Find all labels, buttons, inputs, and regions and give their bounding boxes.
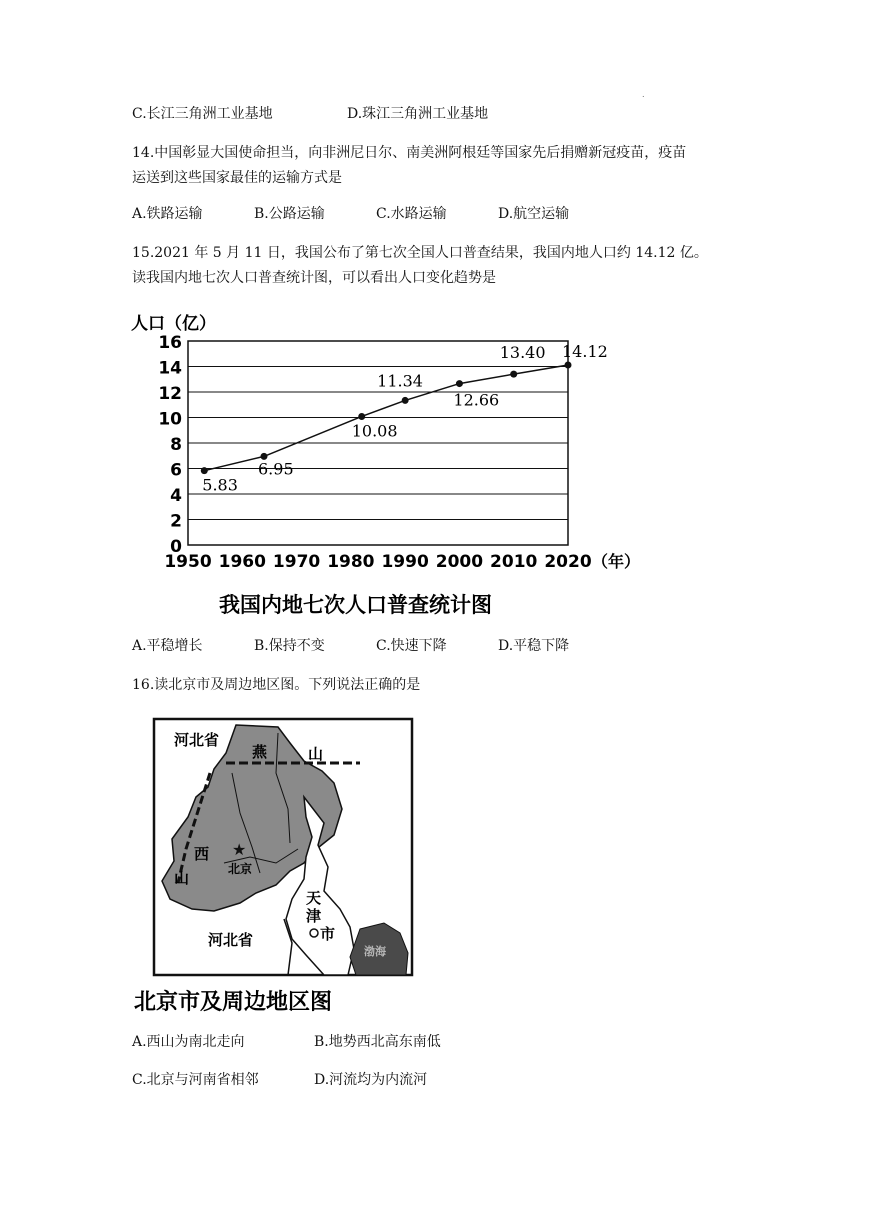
chart-point xyxy=(201,467,208,474)
chart-point xyxy=(456,380,463,387)
population-chart-svg xyxy=(125,305,645,630)
map-label-xi: 西 xyxy=(194,845,210,863)
q15-option-d: D.平稳下降 xyxy=(498,638,570,654)
chart-point xyxy=(402,397,409,404)
q15-option-b: B.保持不变 xyxy=(254,638,325,654)
q14-option-a: A.铁路运输 xyxy=(132,206,203,222)
map-label-shi: 市 xyxy=(320,925,336,943)
q16-option-b: B.地势西北高东南低 xyxy=(314,1034,441,1050)
chart-title: 我国内地七次人口普查统计图 xyxy=(219,593,492,617)
beijing-star-icon: ★ xyxy=(232,840,247,859)
chart-point xyxy=(358,413,365,420)
chart-data-label: 12.66 xyxy=(453,390,500,410)
q14-stem-line1: 14.中国彰显大国使命担当，向非洲尼日尔、南美洲阿根廷等国家先后捐赠新冠疫苗，疫苗 xyxy=(132,145,687,161)
chart-y-tick-label: 12 xyxy=(158,384,182,404)
q16-option-a: A.西山为南北走向 xyxy=(132,1034,245,1050)
map-label-shan-left: 山 xyxy=(174,869,190,887)
chart-x-tick-label: 2000 xyxy=(435,552,484,572)
chart-x-tick-label: 1960 xyxy=(218,552,266,572)
map-label-bohai: 渤海 xyxy=(364,945,386,958)
chart-y-tick-label: 4 xyxy=(170,486,182,506)
map-label-tian: 天 xyxy=(306,889,322,907)
q15-option-c: C.快速下降 xyxy=(376,638,447,654)
chart-y-axis-label: 人口（亿） xyxy=(131,314,216,334)
chart-y-tick-label: 16 xyxy=(158,333,182,353)
chart-y-tick-label: 14 xyxy=(158,358,182,379)
chart-x-tick-label: 2010 xyxy=(490,552,538,572)
chart-y-tick-label: 0 xyxy=(170,537,182,557)
chart-data-label: 6.95 xyxy=(258,459,294,479)
map-label-jin: 津 xyxy=(306,907,322,925)
q16-stem: 16.读北京市及周边地区图。下列说法正确的是 xyxy=(132,677,421,693)
q14-option-d: D.航空运输 xyxy=(498,206,570,222)
q14-stem-line2: 运送到这些国家最佳的运输方式是 xyxy=(132,170,342,186)
chart-point xyxy=(565,361,572,368)
chart-x-tick-label: 1980 xyxy=(327,552,375,572)
map-label-beijing: 北京 xyxy=(228,862,253,876)
chart-data-label: 14.12 xyxy=(562,341,608,361)
map-label-hebei-top: 河北省 xyxy=(174,731,220,749)
q16-option-d: D.河流均为内流河 xyxy=(314,1072,428,1088)
q13-option-c: C.长江三角洲工业基地 xyxy=(132,106,273,122)
chart-y-tick-label: 10 xyxy=(158,409,182,430)
chart-data-label: 11.34 xyxy=(377,371,423,391)
chart-x-tick-label: 1950 xyxy=(164,552,212,572)
q14-option-b: B.公路运输 xyxy=(254,206,325,222)
chart-data-label: 10.08 xyxy=(351,421,398,441)
chart-x-tick-label: 2020 xyxy=(544,552,592,572)
chart-x-tick-label: 1990 xyxy=(381,552,429,572)
map-label-shan-top: 山 xyxy=(308,745,324,763)
map-label-yan: 燕 xyxy=(252,743,268,761)
q15-stem-line2: 读我国内地七次人口普查统计图，可以看出人口变化趋势是 xyxy=(132,270,496,286)
stray-dot: . xyxy=(642,90,645,99)
chart-y-tick-label: 8 xyxy=(170,435,182,455)
q13-option-d: D.珠江三角洲工业基地 xyxy=(347,106,489,122)
chart-x-tick-label: 1970 xyxy=(272,552,321,572)
chart-point xyxy=(510,371,517,378)
beijing-map-svg xyxy=(128,713,420,1018)
map-label-hebei-bottom: 河北省 xyxy=(208,931,254,949)
map-title: 北京市及周边地区图 xyxy=(134,990,333,1015)
chart-data-label: 5.83 xyxy=(202,475,238,495)
population-chart xyxy=(125,305,645,630)
q14-option-c: C.水路运输 xyxy=(376,206,447,222)
chart-y-tick-label: 6 xyxy=(170,460,182,481)
chart-x-axis-label: （年） xyxy=(592,552,641,571)
chart-data-label: 13.40 xyxy=(499,343,546,363)
q16-option-c: C.北京与河南省相邻 xyxy=(132,1072,259,1088)
q15-option-a: A.平稳增长 xyxy=(132,638,203,654)
q15-stem-line1: 15.2021 年 5 月 11 日，我国公布了第七次全国人口普查结果，我国内地人口约 14.12 亿。 xyxy=(132,245,708,261)
tianjin-circle-icon xyxy=(310,929,318,937)
beijing-map xyxy=(128,713,420,1018)
chart-y-tick-label: 2 xyxy=(170,511,182,532)
